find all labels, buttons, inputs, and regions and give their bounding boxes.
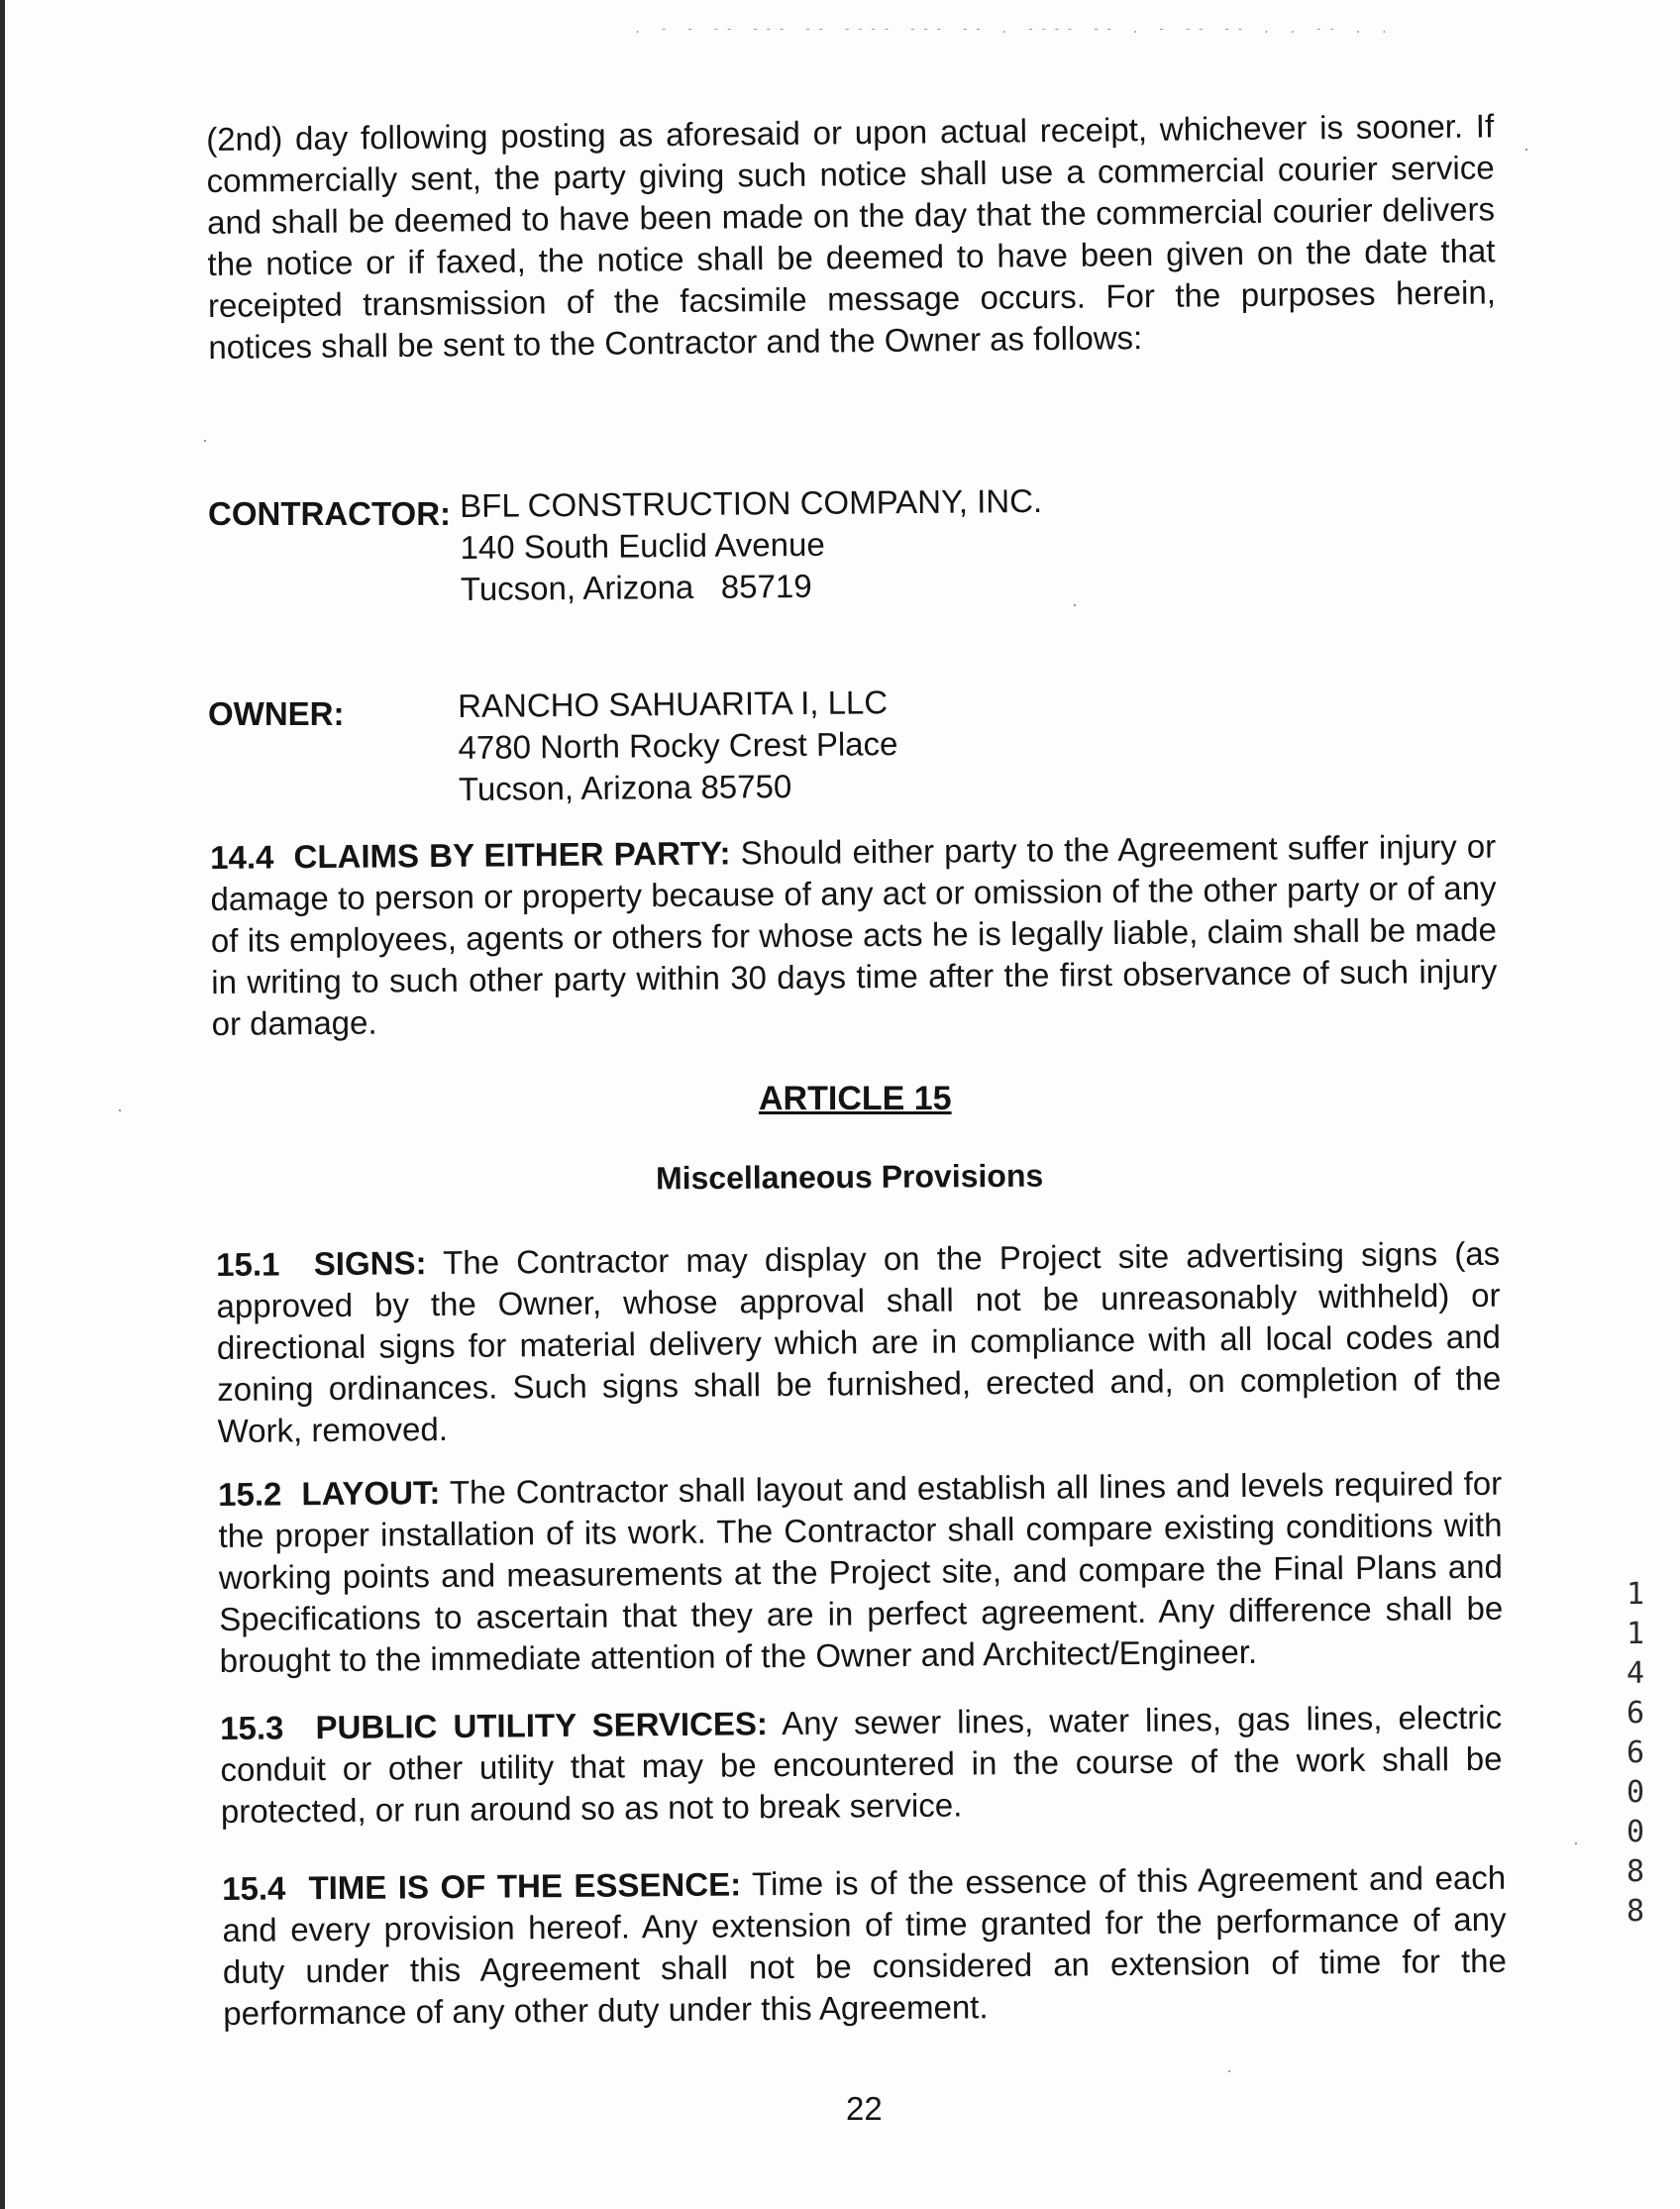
contractor-address: [460, 480, 1043, 610]
owner-name: RANCHO SAHUARITA I, LLC: [458, 684, 889, 724]
section-15-2-heading: 15.2 LAYOUT:: [218, 1474, 441, 1513]
section-15-1-text: The Contractor may display on the Project site advertising signs (as approved by the Owner, whose approval shall not be unreasonably withheld) or directional signs for material delivery which are in compliance with all local codes and zoning ordinances. Such signs shall be furnished, erected and, on completion of the Work, removed.: [216, 1234, 1502, 1449]
contractor-city: Tucson, Arizona 85719: [460, 567, 812, 607]
owner-label: OWNER:: [208, 695, 345, 732]
scan-speck: [119, 1109, 121, 1111]
scan-speck: [204, 440, 206, 442]
contractor-name: BFL CONSTRUCTION COMPANY, INC.: [460, 481, 1043, 524]
article-heading: ARTICLE 15: [759, 1080, 952, 1117]
bates-number: 11466 0088: [1626, 1577, 1645, 1929]
scan-noise: . - - -- --- -- ---- --- -- . ---- -- . - -- -- . . -- . .: [634, 22, 1395, 36]
section-15-1: [216, 1233, 1502, 1452]
scan-speck: [1525, 149, 1527, 151]
page-number: 22: [846, 2090, 883, 2127]
owner-city: Tucson, Arizona 85750: [458, 768, 792, 807]
owner-street: 4780 North Rocky Crest Place: [458, 725, 898, 766]
section-14-4-heading: 14.4 CLAIMS BY EITHER PARTY:: [210, 834, 731, 876]
section-15-4: [222, 1857, 1507, 2035]
section-15-3: [220, 1697, 1503, 1833]
section-15-3-heading: 15.3 PUBLIC UTILITY SERVICES:: [220, 1705, 769, 1746]
section-14-4: [210, 826, 1498, 1045]
scan-speck: [1074, 604, 1076, 606]
contractor-label: CONTRACTOR:: [208, 495, 452, 532]
section-15-2-text: The Contractor shall layout and establish all lines and levels required for the proper installation of its work. The Contractor shall compare existing conditions with working points and measurements at the Project site, and compare the Final Plans and Specifications to ascertain that they are in perfect agreement. Any difference shall be brought to the immediate attention of the Owner and Architect/Engineer.: [218, 1464, 1504, 1679]
scan-speck: [1228, 2070, 1230, 2072]
intro-text: (2nd) day following posting as aforesaid or upon actual receipt, whichever is sooner. If commercially sent, the party giving such notice shall use a commercial courier service and shall be deemed to have been made on the day that the commercial courier delivers the notice or if faxed, the notice shall be deemed to have been given on the date that receipted transmission of the facsimile message occurs. For the purposes herein, notices shall be sent to the Contractor and the Owner as follows:: [206, 107, 1497, 366]
scan-speck: [1575, 1842, 1577, 1844]
section-15-2: [218, 1463, 1504, 1682]
section-15-4-text: Time is of the essence of this Agreement and each and every provision hereof. Any extension of time granted for the performance of any duty under this Agreement shall not be considered an extension of time for the performance of any other duty under this Agreement.: [222, 1858, 1508, 2032]
section-15-4-heading: 15.4 TIME IS OF THE ESSENCE:: [222, 1865, 742, 1907]
owner-address: [458, 682, 898, 810]
section-14-4-text: Should either party to the Agreement suffer injury or damage to person or property because of any act or omission of the other party or of any of its employees, agents or others for whose acts he is legally liable, claim shall be made in writing to such other party within 30 days time after the first observance of such injury or damage.: [210, 827, 1498, 1042]
section-15-1-heading: 15.1 SIGNS:: [216, 1244, 427, 1283]
scan-edge: [0, 0, 5, 2209]
article-subheading: Miscellaneous Provisions: [655, 1157, 1044, 1197]
intro-paragraph: [206, 105, 1497, 368]
section-15-3-text: Any sewer lines, water lines, gas lines, electric conduit or other utility that may be encountered in the course of the work shall be protected, or run around so as not to break service.: [220, 1698, 1503, 1830]
contractor-street: 140 South Euclid Avenue: [460, 525, 825, 566]
